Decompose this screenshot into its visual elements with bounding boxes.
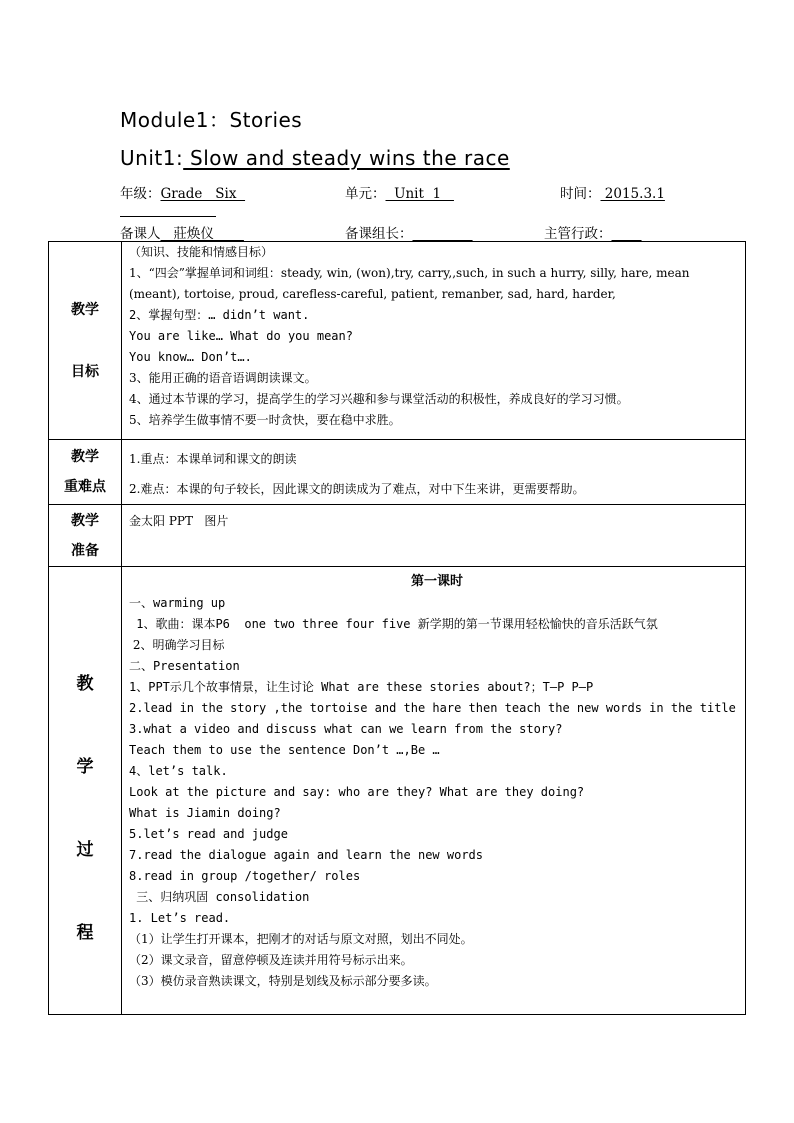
process-line: 1、PPT示几个故事情景，让生讨论 What are these stories about?；T—P P—P [129, 680, 594, 694]
objectives-label-2: 目标 [71, 363, 99, 380]
process-heading: 第一课时 [410, 574, 463, 589]
admin-field [544, 222, 642, 242]
preparation-content [122, 505, 746, 567]
unit-prefix: Unit1: [120, 146, 184, 170]
key-points-line: 2.难点：本课的句子较长，因此课文的朗读成为了难点，对中下生来讲，更需要帮助。 [129, 482, 585, 496]
process-content [122, 567, 746, 1015]
process-line: 2、明确学习目标 [129, 638, 225, 652]
time-field [560, 182, 665, 202]
key-points-label-2: 重难点 [64, 479, 106, 495]
process-label [49, 567, 122, 1015]
preparer-value: 莊焕仪 [160, 226, 244, 242]
objectives-line: (meant), tortoise, proud, carefless-careful, patient, remanber, sad, hard, harder, [129, 287, 616, 301]
objectives-line: You know… Don’t…. [129, 350, 252, 364]
key-points-label-1: 教学 [71, 449, 99, 465]
key-points-line: 1.重点：本课单词和课文的朗读 [129, 452, 297, 466]
objectives-line: 5、培养学生做事情不要一时贪快，要在稳中求胜。 [129, 413, 401, 427]
process-line: 7.read the dialogue again and learn the new words [129, 848, 484, 862]
process-line: What is Jiamin doing? [129, 806, 281, 820]
key-points-label [49, 440, 122, 505]
grade-value: Grade Six [160, 186, 246, 202]
process-line: 8.read in group /together/ roles [129, 869, 361, 883]
unit-field [345, 182, 454, 202]
process-line: 3.what a video and discuss what can we learn from the story? [129, 722, 563, 736]
time-label: 时间： [560, 186, 601, 202]
objectives-line: You are like… What do you mean? [129, 329, 353, 343]
objectives-line: 2、掌握句型：… didn’t want. [129, 308, 310, 322]
process-line: 三、归纳巩固 consolidation [129, 890, 310, 904]
process-line: （3）模仿录音熟读课文，特别是划线及标示部分要多读。 [129, 974, 437, 988]
preparer-label: 备课人 [120, 226, 161, 242]
objectives-content [122, 242, 746, 440]
process-line: 4、let’s talk. [129, 764, 228, 778]
unit-title [120, 146, 510, 170]
leader-value [413, 226, 473, 242]
preparer-field [120, 222, 244, 242]
process-line: Look at the picture and say: who are they? What are they doing? [129, 785, 585, 799]
leader-field [345, 222, 473, 242]
unit-name: Slow and steady wins the race [183, 146, 510, 170]
process-line: （1）让学生打开课本，把刚才的对话与原文对照，划出不同处。 [129, 932, 473, 946]
grade-field [120, 182, 245, 202]
objectives-line: 1、“四会”掌握单词和词组：steady, win, (won),try, carry,,such, in such a hurry, silly, hare, mean [129, 266, 690, 280]
admin-value [612, 226, 642, 242]
objectives-label-1: 教学 [71, 301, 99, 318]
unit-value: Unit 1 [385, 186, 454, 202]
process-line: 1. Let’s read. [129, 911, 231, 925]
process-line: （2）课文录音，留意停顿及连读并用符号标示出来。 [129, 953, 413, 967]
process-line: 5.let’s read and judge [129, 827, 288, 841]
preparation-label-2: 准备 [71, 542, 99, 559]
time-value: 2015.3.1 [600, 186, 665, 202]
objectives-line: 4、通过本节课的学习，提高学生的学习兴趣和参与课堂活动的积极性，养成良好的学习习惯。 [129, 392, 629, 406]
process-label-char: 教 [76, 674, 94, 694]
preparation-label [49, 505, 122, 567]
divider-line [120, 216, 216, 217]
process-label-char: 学 [76, 757, 94, 777]
process-row [49, 567, 746, 1015]
unit-label: 单元： [345, 186, 386, 202]
process-line: 一、warming up [129, 596, 226, 610]
process-label-char: 程 [76, 923, 94, 943]
objectives-label [49, 242, 122, 440]
preparation-row [49, 505, 746, 567]
module-title: Module1：Stories [120, 108, 303, 132]
lesson-plan-table [48, 241, 746, 1015]
objectives-row [49, 242, 746, 440]
process-label-char: 过 [76, 840, 94, 860]
process-line: 1、歌曲：课本P6 one two three four five 新学期的第一节课用轻松愉快的音乐活跃气氛 [129, 617, 658, 631]
grade-label: 年级： [120, 186, 161, 202]
preparation-label-1: 教学 [71, 512, 99, 529]
preparation-text: 金太阳 PPT 图片 [129, 514, 229, 528]
leader-label: 备课组长： [345, 226, 413, 242]
objectives-line: 3、能用正确的语音语调朗读课文。 [129, 371, 317, 385]
process-line: 二、Presentation [129, 659, 240, 673]
objectives-line: （知识、技能和情感目标） [129, 245, 274, 259]
process-line: Teach them to use the sentence Don’t …,Be … [129, 743, 440, 757]
admin-label: 主管行政： [544, 226, 612, 242]
key-points-content [122, 440, 746, 505]
key-points-row [49, 440, 746, 505]
process-line: 2.lead in the story ,the tortoise and the hare then teach the new words in the title [129, 701, 736, 715]
